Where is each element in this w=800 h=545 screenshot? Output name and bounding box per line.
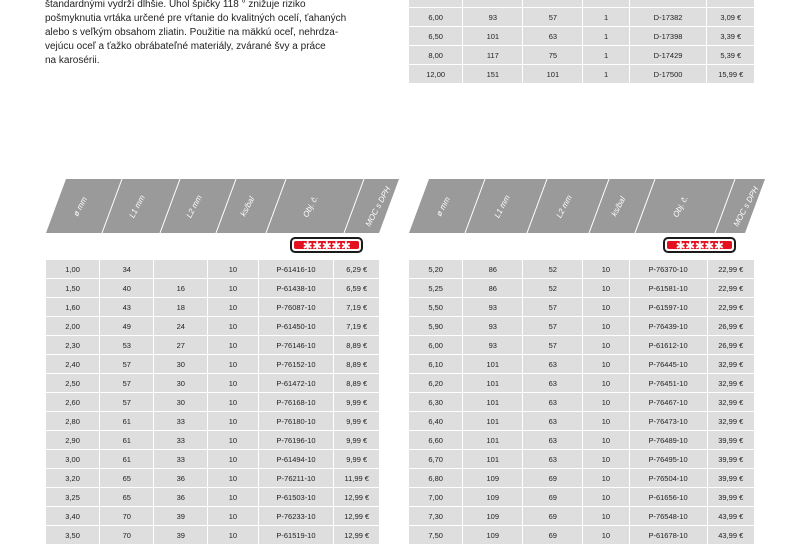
table-cell: 70 — [100, 507, 154, 526]
table-cell: 10 — [208, 431, 258, 450]
table-cell: 9,99 € — [334, 450, 379, 469]
column-header — [471, 179, 533, 233]
table-cell: 39,99 € — [707, 469, 754, 488]
table-cell: 22,99 € — [707, 298, 754, 317]
table-cell: P-61503-10 — [258, 488, 334, 507]
table-cell: P-76370-10 — [629, 260, 707, 279]
table-cell: 8,89 € — [334, 374, 379, 393]
table-cell: 1,00 — [46, 260, 100, 279]
left-table-header — [46, 179, 399, 233]
table-row — [46, 336, 379, 355]
table-row — [46, 355, 379, 374]
table-row — [409, 27, 754, 46]
intro-text — [45, 0, 385, 68]
table-cell: P-76504-10 — [629, 469, 707, 488]
table-cell: 3,25 — [46, 488, 100, 507]
column-header-label: L1 mm — [492, 193, 512, 219]
table-cell: P-61494-10 — [258, 450, 334, 469]
table-cell: 39 — [154, 526, 208, 545]
table-cell: 39,99 € — [707, 431, 754, 450]
table-row — [46, 507, 379, 526]
table-row — [46, 526, 379, 545]
table-cell: 7,19 € — [334, 298, 379, 317]
table-cell: P-61519-10 — [258, 526, 334, 545]
table-cell: 33 — [154, 412, 208, 431]
table-cell: 6,60 — [409, 431, 463, 450]
table-cell: 10 — [583, 355, 629, 374]
table-cell: 61 — [100, 412, 154, 431]
column-header — [641, 179, 721, 233]
intro-line: pošmyknutia vrtáka určené pre vŕtanie do kvalitných ocelí, ťahaných — [45, 13, 347, 24]
column-header-label: L1 mm — [127, 193, 147, 219]
table-cell: 57 — [100, 393, 154, 412]
table-cell: 65 — [100, 469, 154, 488]
table-cell: 1 — [583, 65, 629, 84]
table-cell: P-76439-10 — [629, 317, 707, 336]
table-row — [46, 393, 379, 412]
table-cell: 1,50 — [46, 279, 100, 298]
table-cell: 63 — [523, 374, 583, 393]
table-cell: 43,99 € — [707, 526, 754, 545]
table-cell: 109 — [463, 526, 523, 545]
table-cell: 93 — [463, 298, 523, 317]
table-cell: 1 — [583, 8, 629, 27]
table-cell: 12,99 € — [334, 507, 379, 526]
table-cell: 6,59 € — [334, 279, 379, 298]
table-cell: 63 — [523, 431, 583, 450]
table-cell: 10 — [583, 526, 629, 545]
table-cell: P-76196-10 — [258, 431, 334, 450]
table-cell: 10 — [208, 488, 258, 507]
table-cell: 6,50 — [409, 27, 463, 46]
table-cell: 5,20 — [409, 260, 463, 279]
table-cell: 3,00 — [46, 450, 100, 469]
table-cell: P-76152-10 — [258, 355, 334, 374]
table-cell: 52 — [523, 279, 583, 298]
table-cell: 69 — [523, 507, 583, 526]
table-cell: 10 — [583, 488, 629, 507]
table-row — [409, 317, 754, 336]
table-cell: 39,99 € — [707, 488, 754, 507]
table-row — [409, 469, 754, 488]
table-cell: D-17500 — [629, 65, 707, 84]
table-cell: 9,99 € — [334, 393, 379, 412]
table-cell: 39 — [154, 507, 208, 526]
intro-line: alebo s veľkým obsahom zliatin. Použitie na mäkkú oceľ, nehrdza- — [45, 27, 339, 38]
column-header-label: ø mm — [434, 194, 452, 218]
column-header — [721, 179, 771, 233]
table-cell: 69 — [523, 488, 583, 507]
table-row — [409, 412, 754, 431]
column-header — [166, 179, 222, 233]
table-cell: 86 — [463, 279, 523, 298]
table-cell: P-61612-10 — [629, 336, 707, 355]
table-cell: 2,50 — [46, 374, 100, 393]
table-cell: 2,80 — [46, 412, 100, 431]
table-cell: 6,70 — [409, 450, 463, 469]
table-cell: P-76548-10 — [629, 507, 707, 526]
table-cell: 117 — [463, 46, 523, 65]
table-cell: 7,19 € — [334, 317, 379, 336]
column-header — [222, 179, 272, 233]
table-cell: 61 — [100, 450, 154, 469]
table-cell: P-76495-10 — [629, 450, 707, 469]
table-cell: 12,99 € — [334, 526, 379, 545]
table-cell: 10 — [583, 298, 629, 317]
table-cell — [409, 0, 463, 8]
table-cell: 10 — [583, 279, 629, 298]
table-cell: 57 — [523, 8, 583, 27]
table-row — [46, 317, 379, 336]
table-cell: 30 — [154, 355, 208, 374]
table-row — [409, 393, 754, 412]
table-cell: 32,99 € — [707, 355, 754, 374]
intro-line: na karosérii. — [45, 55, 100, 66]
table-cell: 32,99 € — [707, 412, 754, 431]
table-cell: 30 — [154, 374, 208, 393]
table-cell: P-76087-10 — [258, 298, 334, 317]
right-table-header — [409, 179, 765, 233]
table-cell: 6,30 — [409, 393, 463, 412]
table-row — [46, 431, 379, 450]
table-cell: 10 — [583, 393, 629, 412]
table-cell: 3,40 — [46, 507, 100, 526]
column-header — [595, 179, 641, 233]
table-cell: 10 — [208, 374, 258, 393]
table-cell: 6,00 — [409, 8, 463, 27]
column-header — [350, 179, 405, 233]
table-cell: 5,50 — [409, 298, 463, 317]
table-cell: 6,29 € — [334, 260, 379, 279]
table-cell: 101 — [463, 412, 523, 431]
table-row — [46, 374, 379, 393]
table-cell: 5,39 € — [707, 46, 754, 65]
table-cell: P-61416-10 — [258, 260, 334, 279]
table-row — [409, 8, 754, 27]
table-cell: 10 — [208, 412, 258, 431]
table-cell: 53 — [100, 336, 154, 355]
table-cell: P-61581-10 — [629, 279, 707, 298]
table-cell: 10 — [583, 317, 629, 336]
column-header — [415, 179, 471, 233]
table-cell: P-61472-10 — [258, 374, 334, 393]
table-cell: 43,99 € — [707, 507, 754, 526]
table-cell: 1 — [583, 27, 629, 46]
table-row — [409, 0, 754, 8]
table-cell: 69 — [523, 469, 583, 488]
table-cell: 8,00 — [409, 46, 463, 65]
table-cell: P-76211-10 — [258, 469, 334, 488]
table-row — [46, 412, 379, 431]
table-cell: 16 — [154, 279, 208, 298]
table-cell: P-61438-10 — [258, 279, 334, 298]
table-cell: 10 — [583, 336, 629, 355]
table-cell: 109 — [463, 507, 523, 526]
table-row — [409, 488, 754, 507]
intro-line: štandardnými vydrží dlhšie. Uhol špičky 118 ° znižuje riziko — [45, 0, 306, 10]
table-row — [409, 526, 754, 545]
intro-line: vejúcu oceľ a ťažko obrábateľné materiály, zvárané švy a práce — [45, 41, 326, 52]
table-cell: 10 — [208, 450, 258, 469]
table-cell: 2,30 — [46, 336, 100, 355]
table-cell: 93 — [463, 317, 523, 336]
table-cell: 22,99 € — [707, 279, 754, 298]
table-cell: 32,99 € — [707, 374, 754, 393]
table-cell: 30 — [154, 393, 208, 412]
column-header — [272, 179, 350, 233]
table-cell: 12,99 € — [334, 488, 379, 507]
left-price-table — [46, 260, 379, 545]
table-cell: 11,99 € — [334, 469, 379, 488]
table-row — [46, 298, 379, 317]
column-header-label: MOC s DPH — [363, 184, 392, 228]
table-cell: 6,40 — [409, 412, 463, 431]
table-cell: 6,20 — [409, 374, 463, 393]
table-cell: 33 — [154, 431, 208, 450]
table-cell: 63 — [523, 412, 583, 431]
table-cell: 101 — [463, 450, 523, 469]
table-cell: 8,89 € — [334, 336, 379, 355]
column-header-label: ø mm — [71, 194, 89, 218]
table-cell: 69 — [523, 526, 583, 545]
column-header-label: Obj. č. — [301, 193, 321, 219]
table-cell: 101 — [463, 431, 523, 450]
table-row — [409, 46, 754, 65]
table-cell: 7,00 — [409, 488, 463, 507]
table-cell: 57 — [523, 317, 583, 336]
rating-badge — [663, 237, 736, 253]
table-cell: 10 — [208, 279, 258, 298]
table-cell: 22,99 € — [707, 260, 754, 279]
table-row — [409, 431, 754, 450]
rating-stars: ✱✱✱✱✱ — [667, 241, 732, 249]
table-cell: 6,10 — [409, 355, 463, 374]
table-cell: 10 — [208, 298, 258, 317]
table-row — [46, 469, 379, 488]
column-header-label: ks/bal — [238, 194, 256, 218]
table-row — [46, 450, 379, 469]
table-cell: 2,90 — [46, 431, 100, 450]
table-cell: D-17429 — [629, 46, 707, 65]
table-cell: P-61678-10 — [629, 526, 707, 545]
table-cell: P-76473-10 — [629, 412, 707, 431]
table-cell: 3,20 — [46, 469, 100, 488]
table-row — [409, 298, 754, 317]
table-cell: 8,89 € — [334, 355, 379, 374]
table-cell: 151 — [463, 65, 523, 84]
table-cell — [583, 0, 629, 8]
table-cell: 10 — [583, 412, 629, 431]
table-cell: 33 — [154, 450, 208, 469]
table-cell: P-76233-10 — [258, 507, 334, 526]
table-cell: 26,99 € — [707, 317, 754, 336]
table-cell: P-61597-10 — [629, 298, 707, 317]
table-cell: 3,39 € — [707, 27, 754, 46]
table-cell: 63 — [523, 355, 583, 374]
table-cell: 10 — [208, 469, 258, 488]
table-row — [409, 336, 754, 355]
table-cell: 63 — [523, 393, 583, 412]
table-row — [409, 450, 754, 469]
table-cell: 101 — [463, 27, 523, 46]
table-cell: 26,99 € — [707, 336, 754, 355]
table-cell: P-76180-10 — [258, 412, 334, 431]
table-cell: 39,99 € — [707, 450, 754, 469]
table-cell: 93 — [463, 336, 523, 355]
table-cell: 101 — [523, 65, 583, 84]
table-cell: 70 — [100, 526, 154, 545]
table-cell: 10 — [208, 507, 258, 526]
table-cell: 15,99 € — [707, 65, 754, 84]
table-cell: 9,99 € — [334, 431, 379, 450]
table-cell: 2,60 — [46, 393, 100, 412]
table-cell: P-76445-10 — [629, 355, 707, 374]
table-cell: 10 — [208, 355, 258, 374]
table-cell: 10 — [208, 260, 258, 279]
table-cell: 57 — [100, 355, 154, 374]
table-cell: 63 — [523, 450, 583, 469]
table-cell: 10 — [583, 260, 629, 279]
table-cell: 3,50 — [46, 526, 100, 545]
table-cell: 9,99 € — [334, 412, 379, 431]
table-row — [409, 65, 754, 84]
table-row — [409, 355, 754, 374]
table-cell — [154, 260, 208, 279]
column-header — [533, 179, 595, 233]
table-row — [409, 374, 754, 393]
table-cell: 7,30 — [409, 507, 463, 526]
table-row — [46, 488, 379, 507]
table-cell: 2,40 — [46, 355, 100, 374]
table-cell: 40 — [100, 279, 154, 298]
table-cell: 61 — [100, 431, 154, 450]
table-cell: 75 — [523, 46, 583, 65]
column-header-label: MOC s DPH — [731, 184, 761, 228]
table-cell: P-76146-10 — [258, 336, 334, 355]
table-cell: 2,00 — [46, 317, 100, 336]
table-cell: 10 — [583, 469, 629, 488]
table-cell: 10 — [208, 317, 258, 336]
table-cell: 86 — [463, 260, 523, 279]
table-cell: 10 — [208, 336, 258, 355]
table-cell: P-76467-10 — [629, 393, 707, 412]
table-cell: 10 — [208, 393, 258, 412]
table-cell: P-76168-10 — [258, 393, 334, 412]
table-cell: 52 — [523, 260, 583, 279]
table-cell: 10 — [208, 526, 258, 545]
table-cell: 43 — [100, 298, 154, 317]
table-cell — [523, 0, 583, 8]
table-cell: 57 — [523, 336, 583, 355]
column-header-label: L2 mm — [184, 193, 204, 219]
table-row — [409, 279, 754, 298]
table-cell — [707, 0, 754, 8]
table-cell: 57 — [100, 374, 154, 393]
table-cell: 3,09 € — [707, 8, 754, 27]
table-cell: 36 — [154, 488, 208, 507]
table-cell: 10 — [583, 507, 629, 526]
column-header-label: L2 mm — [554, 193, 574, 219]
table-row — [46, 279, 379, 298]
table-cell: 93 — [463, 8, 523, 27]
table-cell: 109 — [463, 469, 523, 488]
table-cell — [463, 0, 523, 8]
table-cell: P-61656-10 — [629, 488, 707, 507]
table-cell: 101 — [463, 355, 523, 374]
table-cell: 32,99 € — [707, 393, 754, 412]
table-cell: 1,60 — [46, 298, 100, 317]
table-cell: 101 — [463, 374, 523, 393]
table-cell: 10 — [583, 431, 629, 450]
table-cell: 7,50 — [409, 526, 463, 545]
right-price-table — [409, 260, 754, 545]
table-cell: 10 — [583, 450, 629, 469]
table-cell: 65 — [100, 488, 154, 507]
table-cell: 24 — [154, 317, 208, 336]
table-cell: 10 — [583, 374, 629, 393]
table-cell: 109 — [463, 488, 523, 507]
table-cell: 101 — [463, 393, 523, 412]
column-header-label: ks/bal — [609, 194, 627, 218]
table-cell: 18 — [154, 298, 208, 317]
table-cell: P-76451-10 — [629, 374, 707, 393]
column-header — [108, 179, 166, 233]
table-cell: 6,00 — [409, 336, 463, 355]
rating-badge — [290, 237, 363, 253]
rating-stars: ✱✱✱✱✱ — [294, 241, 359, 249]
table-cell: 1 — [583, 46, 629, 65]
table-cell: 34 — [100, 260, 154, 279]
column-header — [52, 179, 108, 233]
table-cell: 6,80 — [409, 469, 463, 488]
table-row — [409, 260, 754, 279]
table-cell: 5,25 — [409, 279, 463, 298]
table-cell: 5,90 — [409, 317, 463, 336]
table-cell: P-76489-10 — [629, 431, 707, 450]
table-cell — [629, 0, 707, 8]
table-cell: 63 — [523, 27, 583, 46]
table-row — [409, 507, 754, 526]
table-cell: 49 — [100, 317, 154, 336]
table-cell: D-17382 — [629, 8, 707, 27]
table-cell: 27 — [154, 336, 208, 355]
table-cell: P-61450-10 — [258, 317, 334, 336]
table-row — [46, 260, 379, 279]
table-cell: 12,00 — [409, 65, 463, 84]
table-cell: 57 — [523, 298, 583, 317]
table-cell: 36 — [154, 469, 208, 488]
table-cell: D-17398 — [629, 27, 707, 46]
column-header-label: Obj. č. — [671, 193, 691, 219]
top-price-table — [409, 0, 754, 84]
